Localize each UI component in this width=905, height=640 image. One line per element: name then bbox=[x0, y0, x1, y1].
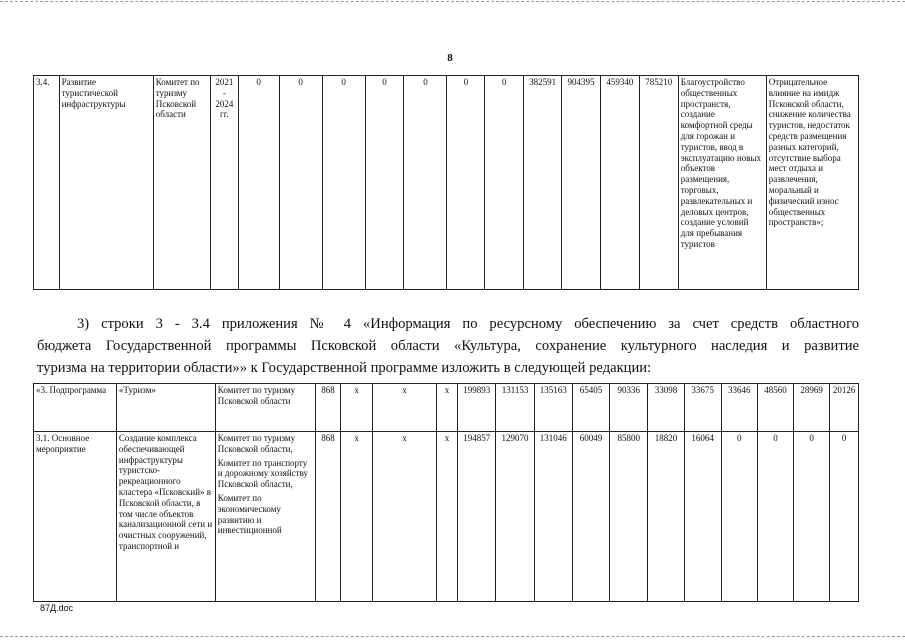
value-cell: 904395 bbox=[562, 76, 601, 290]
value-cell: 0 bbox=[279, 76, 322, 290]
x-cell: x bbox=[436, 384, 457, 432]
value-cell: 0 bbox=[757, 432, 793, 602]
value-cell: 0 bbox=[485, 76, 524, 290]
executor: Комитет по туризму Псковской области bbox=[153, 76, 210, 290]
value-cell: 382591 bbox=[524, 76, 562, 290]
value-cell: 199893 bbox=[458, 384, 496, 432]
scan-edge-bottom bbox=[0, 636, 905, 637]
value-cell: 129070 bbox=[496, 432, 534, 602]
value-cell: 33675 bbox=[684, 384, 721, 432]
value-cell: 0 bbox=[404, 76, 447, 290]
table-row bbox=[34, 76, 859, 290]
value-cell: 18820 bbox=[648, 432, 684, 602]
value-cell: 33646 bbox=[721, 384, 757, 432]
table-row bbox=[34, 432, 859, 602]
value-cell: 33098 bbox=[648, 384, 684, 432]
value-cell: 28969 bbox=[794, 384, 830, 432]
value-cell: 0 bbox=[721, 432, 757, 602]
executor-line: Комитет по туризму Псковской области, bbox=[217, 433, 296, 454]
continuation-table bbox=[33, 75, 859, 290]
value-cell: 16064 bbox=[684, 432, 721, 602]
value-cell: 85800 bbox=[610, 432, 648, 602]
row-number: 3.4. bbox=[34, 76, 60, 290]
row-number: 3.1. Основное мероприятие bbox=[34, 432, 117, 602]
consequence: Отрицательное влияние на имидж Псковской области, снижение количества туристов, недостаток средств размещения разных категорий, отсутствие выбора мест отдыха и развлечения, моральный и физический износ общественных пространств»; bbox=[766, 76, 858, 290]
expected-result: Благоустройство общественных пространств, создание комфортной среды для горожан и туристов, ввод в эксплуатацию новых объектов размещения, торговых, развлекательных и деловых центров, создание условий для пребывания туристов bbox=[678, 76, 766, 290]
x-cell: x bbox=[373, 432, 437, 602]
value-cell: 131153 bbox=[496, 384, 534, 432]
value-cell: 194857 bbox=[458, 432, 496, 602]
body-paragraph bbox=[37, 313, 859, 379]
value-cell: 0 bbox=[238, 76, 279, 290]
table-row bbox=[34, 384, 859, 432]
value-cell: 0 bbox=[447, 76, 485, 290]
x-cell: x bbox=[373, 384, 437, 432]
value-cell: 0 bbox=[830, 432, 859, 602]
value-cell: 0 bbox=[365, 76, 404, 290]
value-cell: 785210 bbox=[639, 76, 678, 290]
paragraph-line: туризма на территории области»» к Государственной программе изложить в следующей редакции: bbox=[37, 360, 652, 376]
value-cell: 135163 bbox=[534, 384, 572, 432]
row-number: «3. Подпрограмма bbox=[34, 384, 117, 432]
value-cell: 65405 bbox=[572, 384, 609, 432]
value-cell: 459340 bbox=[600, 76, 639, 290]
x-cell: x bbox=[436, 432, 457, 602]
executor bbox=[215, 432, 315, 602]
activity-name: Создание комплекса обеспечивающей инфраструктуры туристско-рекреационного кластера «Псковский» в Псковской области, в том числе объектов канализационной сети и очистных сооружений, транспортной и bbox=[116, 432, 215, 602]
paragraph-line: бюджета Государственной программы Псковской области «Культура, сохранение культурного наследия и развитие bbox=[37, 338, 859, 354]
value-cell: 20126 bbox=[830, 384, 859, 432]
executor-line: Комитет по транспорту и дорожному хозяйству Псковской области, bbox=[217, 457, 309, 490]
paragraph-line: 3) строки 3 - 3.4 приложения № 4 «Информация по ресурсному обеспечению за счет средств областного bbox=[77, 316, 859, 332]
executor-line: Комитет по экономическому развитию и инвестиционной bbox=[217, 492, 282, 536]
executor: Комитет по туризму Псковской области bbox=[215, 384, 315, 432]
footer-filename: 87Д.doc bbox=[40, 603, 74, 613]
value-cell: 131046 bbox=[534, 432, 572, 602]
activity-name: Развитие туристической инфраструктуры bbox=[59, 76, 153, 290]
x-cell: x bbox=[341, 384, 373, 432]
activity-name: «Туризм» bbox=[116, 384, 215, 432]
budget-code: 868 bbox=[315, 384, 341, 432]
value-cell: 90336 bbox=[610, 384, 648, 432]
value-cell: 48560 bbox=[757, 384, 793, 432]
value-cell: 60049 bbox=[572, 432, 609, 602]
scan-edge-top bbox=[0, 1, 905, 2]
value-cell: 0 bbox=[794, 432, 830, 602]
budget-code: 868 bbox=[315, 432, 341, 602]
x-cell: x bbox=[341, 432, 373, 602]
value-cell: 0 bbox=[322, 76, 365, 290]
resource-table bbox=[33, 383, 859, 602]
page-number: 8 bbox=[447, 52, 453, 64]
period: 2021 - 2024 гг. bbox=[211, 76, 239, 290]
